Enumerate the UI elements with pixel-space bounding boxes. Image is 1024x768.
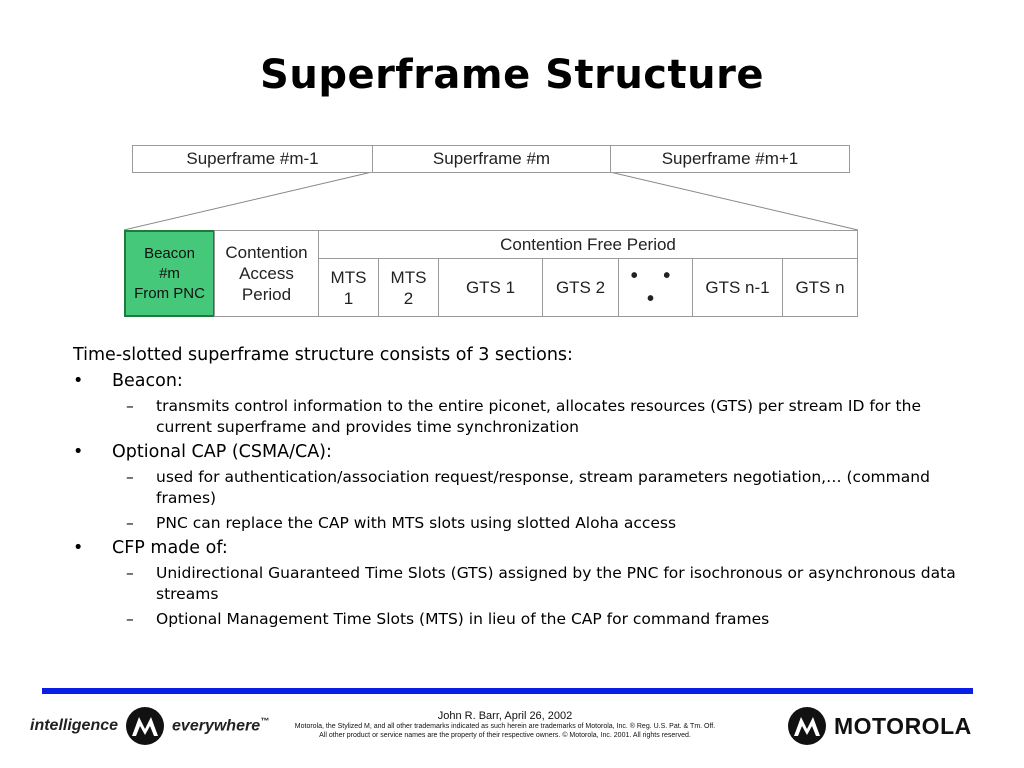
- sub-bullet-text: transmits control information to the entire piconet, allocates resources (GTS) per stream ID for the current superframe and provides time synchronization: [156, 397, 921, 436]
- sub-bullet-text: PNC can replace the CAP with MTS slots using slotted Aloha access: [156, 514, 677, 532]
- sub-bullet-text: Unidirectional Guaranteed Time Slots (GTS) assigned by the PNC for isochronous or asynchronous data streams: [156, 564, 956, 603]
- sub-bullet: [73, 396, 973, 438]
- bullet-marker: •: [73, 371, 84, 391]
- slide-title: Superframe Structure: [260, 52, 764, 98]
- bullet-cap: [73, 442, 973, 462]
- sub-bullet: [73, 609, 973, 630]
- sub-bullet: [73, 467, 973, 509]
- sub-bullet: [73, 563, 973, 605]
- gts2-cell: GTS 2: [542, 258, 619, 317]
- bullet-text: Beacon:: [112, 371, 183, 391]
- footer-legal-line-1: Motorola, the Stylized M, and all other trademarks indicated as such herein are trademarks of Motorola, Inc. ® Reg. U.S. Pat. & Tm. Off.: [294, 723, 716, 730]
- beacon-line-3: From PNC: [134, 284, 205, 302]
- footer-legal: [290, 710, 720, 740]
- cfp-header: Contention Free Period: [318, 230, 858, 259]
- bullet-text: CFP made of:: [112, 538, 228, 558]
- cap-line-2: Access: [239, 264, 294, 283]
- mts2-line-1: MTS: [390, 267, 427, 287]
- cap-line-3: Period: [241, 285, 292, 304]
- footer-brand: [788, 706, 972, 746]
- tagline-right: everywhere: [172, 717, 261, 735]
- bullet-text: Optional CAP (CSMA/CA):: [112, 442, 332, 462]
- beacon-line-1: Beacon: [144, 244, 195, 262]
- brand-name: MOTOROLA: [834, 712, 972, 739]
- zoom-line-left: [124, 172, 372, 230]
- bullet-cfp: [73, 538, 973, 558]
- superframe-diagram: [0, 0, 1024, 330]
- zoom-line-right: [610, 172, 858, 230]
- mts1-line-1: MTS: [330, 267, 367, 287]
- mts1-cell: [318, 258, 379, 317]
- superframe-m-plus-1: Superframe #m+1: [610, 145, 850, 173]
- cap-cell: [214, 230, 319, 317]
- gts-n-cell: GTS n: [782, 258, 858, 317]
- sub-bullet-marker: –: [126, 397, 134, 415]
- sub-bullet-marker: –: [126, 610, 134, 628]
- beacon-cell: [124, 230, 215, 317]
- sub-bullet-marker: –: [126, 468, 134, 486]
- footer-legal-line-2: All other product or service names are the property of their respective owners. © Motorola, Inc. 2001. All rights reserved.: [319, 732, 691, 739]
- footer-rule: [42, 688, 973, 694]
- mts2-line-2: 2: [403, 288, 414, 308]
- sub-bullet: [73, 513, 973, 534]
- bullet-marker: •: [73, 538, 84, 558]
- tagline-tm: ™: [260, 716, 270, 727]
- bullet-beacon: [73, 371, 973, 391]
- footer-tagline: [30, 706, 269, 746]
- ellipsis-cell: • • •: [618, 258, 693, 317]
- sub-bullet-marker: –: [126, 564, 134, 582]
- sub-bullet-text: used for authentication/association request/response, stream parameters negotiation,… (command frames): [156, 468, 930, 507]
- tagline-left: intelligence: [30, 717, 119, 734]
- bullet-list: [73, 345, 973, 634]
- superframe-m-minus-1: Superframe #m-1: [132, 145, 373, 173]
- gts-n-minus-1-cell: GTS n-1: [692, 258, 783, 317]
- sub-bullet-text: Optional Management Time Slots (MTS) in lieu of the CAP for command frames: [156, 610, 770, 628]
- intro-text: Time-slotted superframe structure consists of 3 sections:: [73, 345, 573, 365]
- beacon-line-2: #m: [159, 264, 180, 282]
- mts2-cell: [378, 258, 439, 317]
- motorola-batwing-icon: [126, 707, 164, 745]
- cap-line-1: Contention: [225, 243, 308, 262]
- sub-bullet-marker: –: [126, 514, 134, 532]
- superframe-m: Superframe #m: [372, 145, 611, 173]
- mts1-line-2: 1: [343, 288, 354, 308]
- motorola-batwing-icon: [788, 707, 826, 745]
- bullet-marker: •: [73, 442, 84, 462]
- gts1-cell: GTS 1: [438, 258, 543, 317]
- footer-author-date: John R. Barr, April 26, 2002: [437, 710, 573, 722]
